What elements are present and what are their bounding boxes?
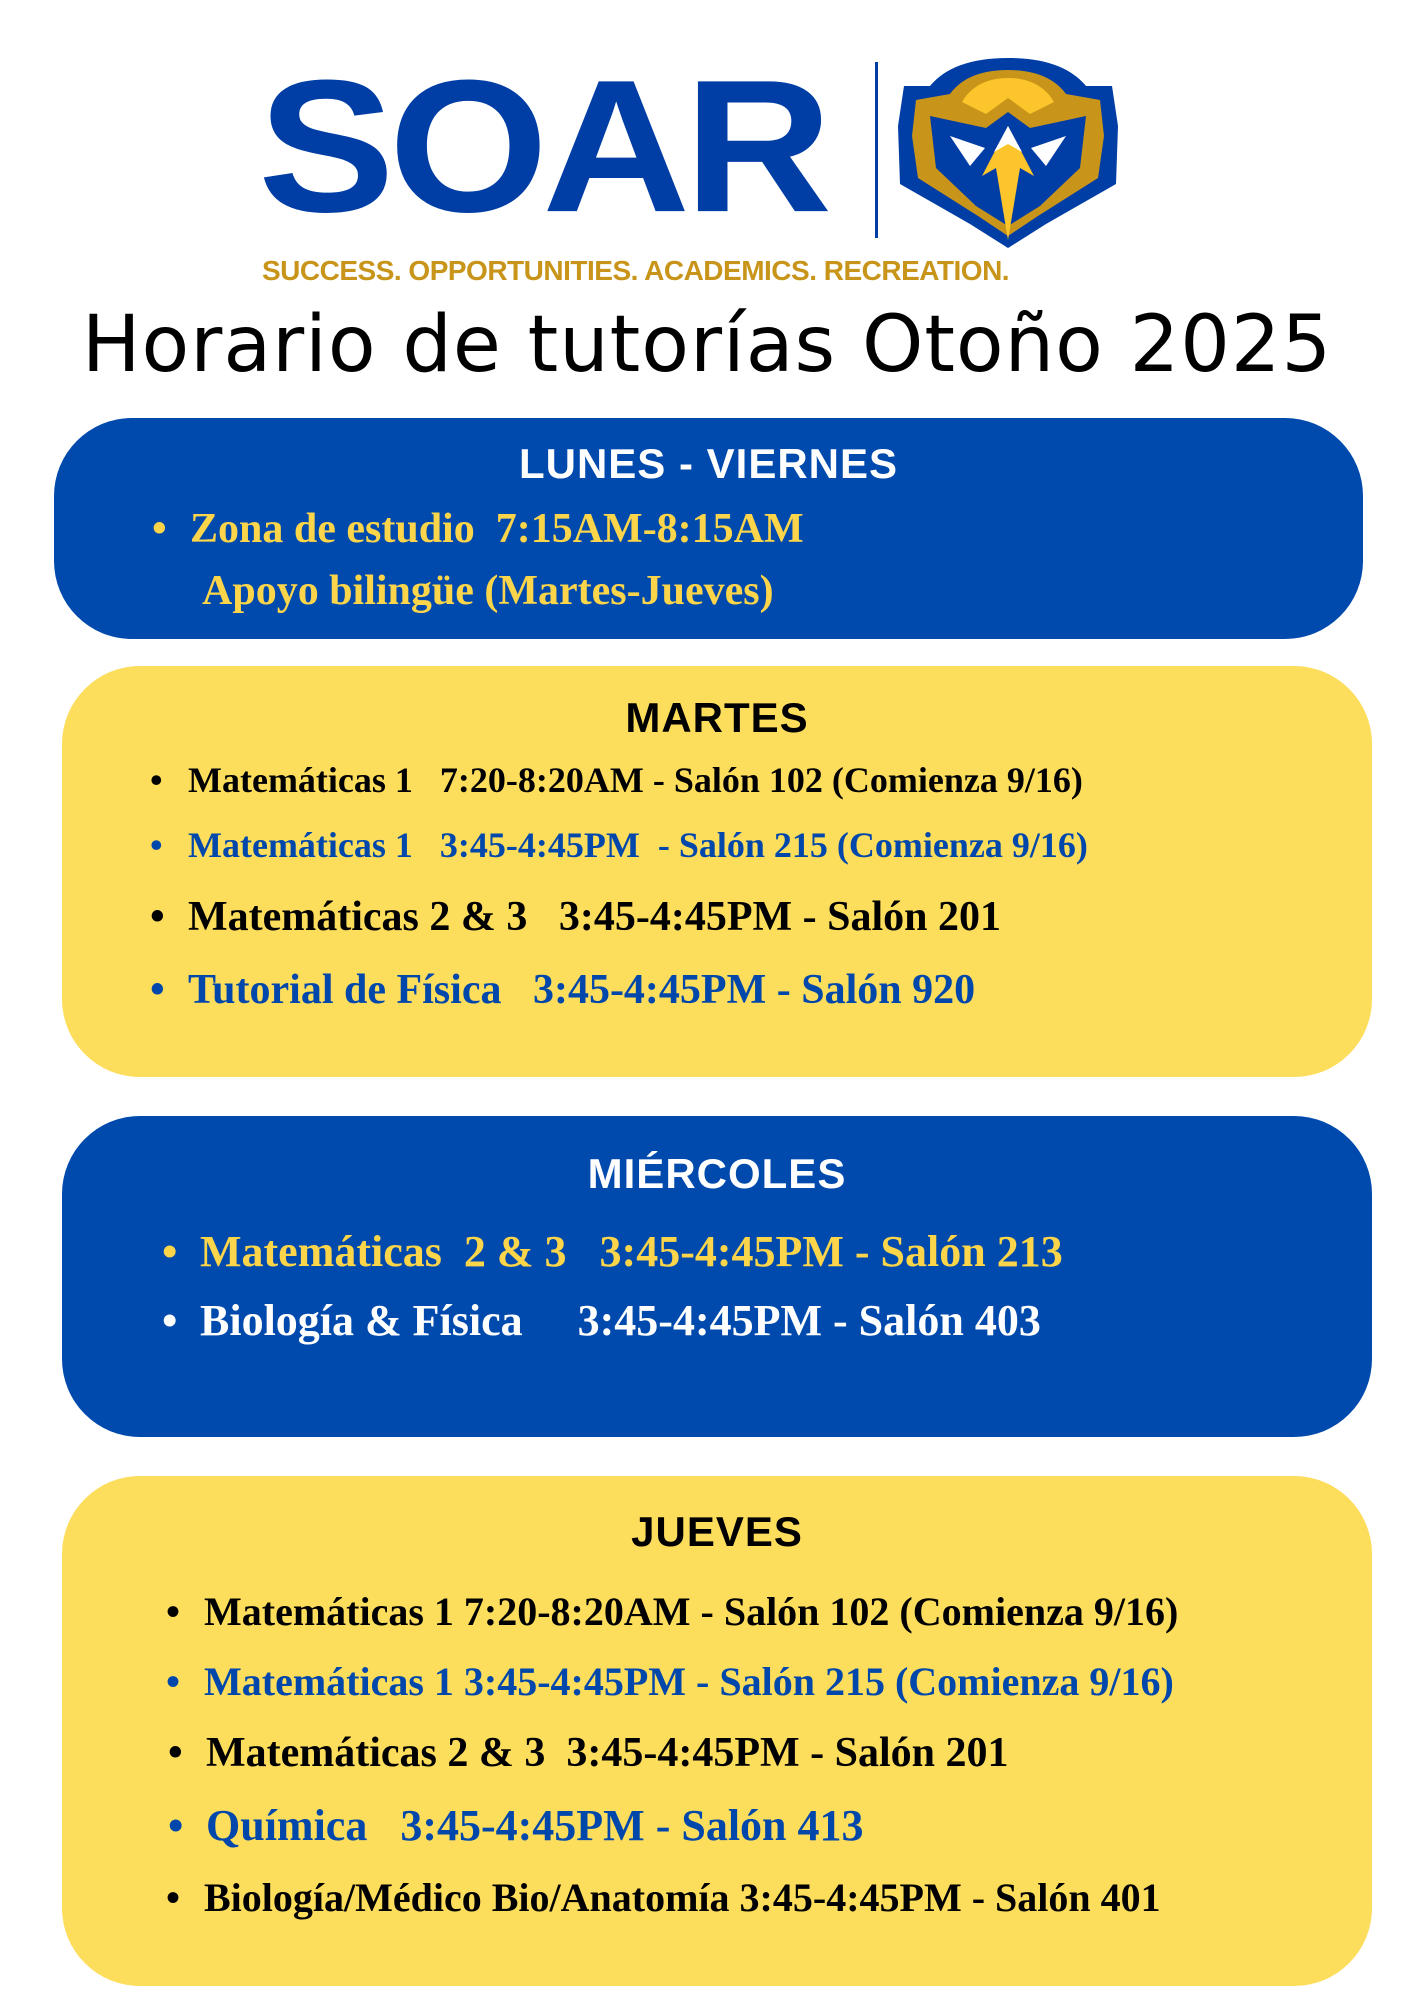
bullet: • xyxy=(150,967,165,1013)
item-text: Matemáticas 1 7:20-8:20AM - Salón 102 (Comienza 9/16) xyxy=(204,1589,1179,1634)
item-text: Matemáticas 2 & 3 3:45-4:45PM - Salón 201 xyxy=(188,894,1002,940)
logo-divider xyxy=(875,62,878,238)
list-item xyxy=(162,1296,1041,1345)
list-item xyxy=(150,762,1083,798)
bullet: • xyxy=(150,825,163,865)
bullet: • xyxy=(150,894,165,940)
section-jueves xyxy=(62,1476,1372,1986)
item-text: Tutorial de Física 3:45-4:45PM - Salón 920 xyxy=(188,967,976,1013)
bullet: • xyxy=(168,1730,183,1776)
bullet: • xyxy=(150,760,163,800)
bullet: • xyxy=(166,1589,181,1634)
section-heading: JUEVES xyxy=(631,1508,803,1555)
item-text: Matemáticas 1 3:45-4:45PM - Salón 215 (Comienza 9/16) xyxy=(188,825,1088,865)
item-text: Biología & Física 3:45-4:45PM - Salón 403 xyxy=(200,1296,1041,1345)
list-item xyxy=(150,827,1088,863)
page-title: Horario de tutorías Otoño 2025 xyxy=(81,300,1333,390)
list-item xyxy=(168,1801,864,1850)
section-lunes-viernes xyxy=(54,418,1363,639)
list-item xyxy=(166,1875,1161,1920)
list-item xyxy=(152,508,804,550)
item-text: Zona de estudio 7:15AM-8:15AM xyxy=(190,506,804,552)
item-text: Matemáticas 1 3:45-4:45PM - Salón 215 (Comienza 9/16) xyxy=(204,1659,1174,1704)
bullet: • xyxy=(166,1659,181,1704)
eagle-icon xyxy=(890,56,1126,248)
list-item xyxy=(166,1659,1174,1704)
item-text: Química 3:45-4:45PM - Salón 413 xyxy=(206,1801,864,1850)
section-heading: MARTES xyxy=(625,694,809,741)
list-item xyxy=(162,1227,1063,1276)
logo-tagline: SUCCESS. OPPORTUNITIES. ACADEMICS. RECREATION. xyxy=(262,255,1010,286)
section-heading: MIÉRCOLES xyxy=(587,1150,847,1197)
soar-wordmark: SOAR xyxy=(258,40,827,252)
bullet: • xyxy=(162,1227,178,1276)
list-item xyxy=(150,896,1001,938)
item-text: Apoyo bilingüe (Martes-Jueves) xyxy=(202,568,774,614)
bullet: • xyxy=(152,506,167,552)
bullet: • xyxy=(166,1875,181,1920)
bullet: • xyxy=(162,1296,178,1345)
item-text: Matemáticas 2 & 3 3:45-4:45PM - Salón 201 xyxy=(206,1730,1009,1776)
item-text: Biología/Médico Bio/Anatomía 3:45-4:45PM - Salón 401 xyxy=(204,1875,1161,1920)
list-item xyxy=(150,969,975,1011)
section-martes xyxy=(62,666,1372,1077)
list-item xyxy=(202,570,774,612)
bullet: • xyxy=(168,1801,184,1850)
item-text: Matemáticas 2 & 3 3:45-4:45PM - Salón 213 xyxy=(200,1227,1063,1276)
item-text: Matemáticas 1 7:20-8:20AM - Salón 102 (Comienza 9/16) xyxy=(188,760,1083,800)
section-miercoles xyxy=(62,1116,1372,1437)
list-item xyxy=(166,1589,1179,1634)
section-heading: LUNES - VIERNES xyxy=(518,440,899,487)
list-item xyxy=(168,1732,1009,1774)
